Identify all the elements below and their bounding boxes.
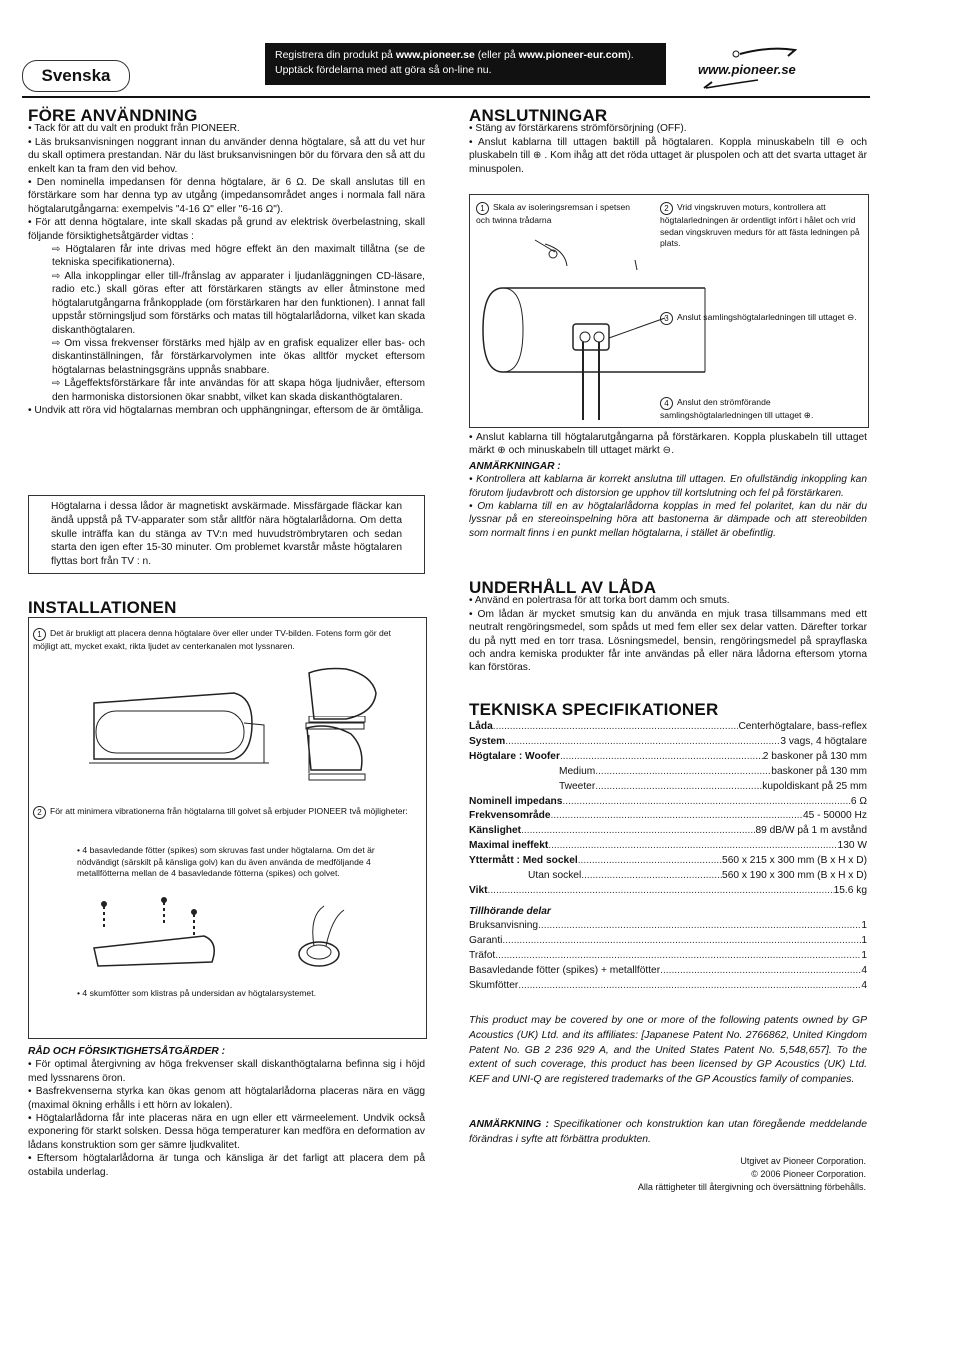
specs-section <box>469 700 867 993</box>
spec-row <box>469 720 867 735</box>
spec-row <box>469 735 867 750</box>
install-title: INSTALLATIONEN <box>28 598 177 617</box>
leader-dots <box>518 979 861 994</box>
accessory-row <box>469 979 867 994</box>
leader-dots <box>521 824 755 839</box>
conn-step4-text: Anslut den strömförande samlingshögtalarledningen till uttaget ⊕. <box>660 397 814 420</box>
register-link-se[interactable]: www.pioneer.se <box>395 49 475 61</box>
spec-row <box>469 884 867 899</box>
conn-step4 <box>660 397 860 422</box>
anmarkning-text: Specifikationer och konstruktion kan utan föregående meddelande förändras i syfte att förbättra produkten. <box>469 1119 867 1145</box>
register-text: Registrera din produkt på <box>275 49 396 61</box>
rad-section <box>28 1045 425 1179</box>
step1-text: Det är brukligt att placera denna högtalare över eller under TV-bilden. Fotens form gör det möjligt att, mycket exakt, rikta ljudet av centerkanalen mot lyssnaren. <box>33 628 391 651</box>
conn-step2-text: Vrid vingskruven moturs, kontrollera att högtalarledningen är ordentligt infört i hålet och vrid sedan vingskruven medurs för att fästa ledningen på plats. <box>660 202 860 249</box>
spec-row <box>469 765 867 780</box>
option1-text: 4 basavledande fötter (spikes) som skruvas fast under högtalarna. Om det är nödvändigt (särskilt på känsliga golv) kan du även använda de medföljande 4 metallfötterna mellan de 4 basavledande fötterna (spikes) och golvet. <box>77 845 375 879</box>
step1-number: 1 <box>33 628 46 641</box>
conn-step1-text: Skala av isoleringsremsan i spetsen och twinna trådarna <box>476 202 631 225</box>
row-value: 45 - 50000 Hz <box>803 810 867 822</box>
leader-dots <box>578 854 722 869</box>
patent-notice: This product may be covered by one or more of the following patents owned by GP Acoustics (UK) Ltd. and its affiliates: [Japanese Patent No. 2766862, United Kingdom Patent No. GB 2 236 929 A, and the United States Patent No. 5,548,657]. To the extent of such coverage, this product has been licensed by GP Acoustics (UK) Ltd. KEF and UNI-Q are registered trademarks of the GP Acoustics family of companies. <box>469 1015 867 1086</box>
ansl-note2: • Om kablarna till en av högtalarlådorna kopplas in med fel polaritet, kan du när du lyssnar på en stereoinspelning höra att bastonerna är dämpade och att stereobilden som normalt finns i en punkt mellan högtalarna, i stället är obefintlig. <box>469 501 867 539</box>
spec-row <box>469 750 867 765</box>
register-text-mid: (eller på <box>474 49 519 61</box>
row-value: 4 <box>861 964 867 976</box>
rad-p4: • Eftersom högtalarlådorna är tunga och känsliga är det farligt att placera dem på ostabila underlag. <box>28 1153 425 1178</box>
row-label: Tweeter <box>559 780 596 792</box>
install-option2: • 4 skumfötter som klistras på undersidan av högtalarsystemet. <box>77 988 316 998</box>
row-label: Utan sockel <box>528 870 582 882</box>
footer-rights: Alla rättigheter till återgivning och översättning förbehålls. <box>637 1182 866 1193</box>
row-value: 89 dB/W på 1 m avstånd <box>755 825 867 837</box>
website-swoosh-icon <box>690 44 810 94</box>
underhall-title: UNDERHÅLL AV LÅDA <box>469 578 657 597</box>
row-value: 1 <box>861 934 867 946</box>
conn-step3-number: 3 <box>660 312 673 325</box>
ansl-section <box>469 106 867 176</box>
rad-p2: • Basfrekvenserna styrka kan ökas genom att högtalarlådorna placeras nära en vägg (maximal ökning erhålls i ett hörn av lokalen). <box>28 1086 425 1111</box>
ansl-title: ANSLUTNINGAR <box>469 106 608 125</box>
row-label: System <box>469 735 506 747</box>
row-value: 1 <box>861 919 867 931</box>
leader-dots <box>538 919 861 934</box>
magnetic-text: Högtalarna i dessa lådor är magnetiskt avskärmade. Missfärgade fläckar kan ändå uppstå på TV-apparater som står alltför nära högtalarlådorna. Om detta skulle inträffa kan du stänga av TV:n med huvudströmbrytaren och sedan starta den igen efter 15-30 minuter. Om problemet kvarstår måste högtalaren flyttas bort från TV : n. <box>51 501 402 568</box>
ansl-note1: • Kontrollera att kablarna är korrekt anslutna till uttagen. En ofullständig inkoppling kan förutom ljudavbrott och distorsion ge upphov till kortslutning och fel på förstärkaren. <box>469 474 867 499</box>
spec-row <box>469 824 867 839</box>
rad-p3: • Högtalarlådorna får inte placeras nära en ugn eller ett värmeelement. Undvik också exponering för starkt solsken. Dessa höga temperaturer kan medföra en deformation av lådans konstruktion som ger sämre ljudkvalitet. <box>28 1113 425 1151</box>
spec-row <box>469 839 867 854</box>
row-label: Nominell impedans <box>469 795 563 807</box>
spec-row <box>469 795 867 810</box>
row-label: Låda <box>469 721 493 732</box>
row-label: Skumfötter <box>469 979 519 991</box>
magnetic-shield-note <box>28 495 425 574</box>
row-value: 130 W <box>837 840 867 852</box>
spec-row <box>469 854 867 869</box>
accessories-title: Tillhörande delar <box>469 905 551 917</box>
connection-diagram-box <box>469 194 869 428</box>
fore-p3: • Den nominella impedansen för denna högtalare, är 6 Ω. De skall anslutas till en förstärkare som har denna typ av utgång (impedansområdet anges i normala fall nära högtalarutgångarna: exempelvis "4-16 Ω" eller "6-16 Ω"). <box>28 177 425 215</box>
row-value: 4 <box>861 979 867 991</box>
footer-copyright: © 2006 Pioneer Corporation. <box>751 1169 866 1180</box>
row-value: 1 <box>861 949 867 961</box>
row-value: 15.6 kg <box>833 884 867 896</box>
registration-line1 <box>275 48 656 63</box>
fore-section <box>28 106 425 417</box>
leader-dots <box>562 795 850 810</box>
leader-dots <box>505 735 780 750</box>
row-label: Garanti <box>469 934 503 946</box>
fore-p6: ⇨ Alla inkopplingar eller till-/frånslag av apparater i ljudanläggningen CD-läsare, radio etc.) skall göras efter att förstärkaren stängts av eller åtminstone med högtalarutgångarna frånkopplade (om förstärkaren har den funktionen). I annat fall uppstår störningsljud som förstärks och matas till högtalarlådorna, vilket kan skada diskanthögtalaren. <box>52 270 425 336</box>
leader-dots <box>488 884 834 899</box>
install-box <box>28 617 427 1039</box>
row-value: 560 x 215 x 300 mm (B x H x D) <box>722 855 867 867</box>
leader-dots <box>660 964 861 979</box>
leader-dots <box>548 839 837 854</box>
speaker-side-view-illustration <box>299 716 389 796</box>
conn-step2-number: 2 <box>660 202 673 215</box>
speaker-terminal-illustration <box>475 230 725 420</box>
row-label: Maximal ineffekt <box>469 840 549 852</box>
ansl-p1: • Stäng av förstärkarens strömförsörjning (OFF). <box>469 123 687 135</box>
row-label: Högtalare : Woofer <box>469 750 560 762</box>
row-value: baskoner på 130 mm <box>771 765 867 777</box>
fore-p9: • Undvik att röra vid högtalarnas membran och upphängningar, eftersom de är ömtåliga. <box>28 404 424 416</box>
rad-p1: • För optimal återgivning av höga frekvenser skall diskanthögtalarna befinna sig i höjd med lyssnarens öron. <box>28 1059 425 1084</box>
specs-title: TEKNISKA SPECIFIKATIONER <box>469 700 719 719</box>
install-option1: • 4 basavledande fötter (spikes) som skruvas fast under högtalarna. Om det är nödvändigt (särskilt på känsliga golv) kan du även använda de medföljande 4 metallfötterna mellan de 4 basavledande fötterna (spikes) och golvet. <box>77 845 375 879</box>
install-step1 <box>33 628 413 653</box>
fore-p4: • För att denna högtalare, inte skall skadas på grund av elektrisk överbelastning, skall följande försiktighetsåtgärder vidtas : <box>28 217 425 242</box>
footer <box>560 1155 866 1195</box>
anmarkning-note <box>469 1118 867 1148</box>
accessory-row <box>469 934 867 949</box>
register-text-end: ). <box>627 49 634 61</box>
leader-dots <box>581 869 722 884</box>
anmarkning-label: ANMÄRKNING : <box>469 1119 549 1130</box>
leader-dots <box>493 720 739 735</box>
rad-title: RÅD OCH FÖRSIKTIGHETSÅTGÄRDER : <box>28 1046 225 1057</box>
row-label: Bruksanvisning <box>469 919 539 931</box>
row-label: Frekvensområde <box>469 810 551 822</box>
footer-publisher: Utgivet av Pioneer Corporation. <box>740 1156 866 1166</box>
row-label: Medium <box>559 765 596 777</box>
website-link[interactable]: www.pioneer.se <box>698 62 796 77</box>
accessory-rows <box>469 919 867 994</box>
spec-rows <box>469 720 867 899</box>
row-value: kupoldiskant på 25 mm <box>762 780 867 792</box>
leader-dots <box>495 949 861 964</box>
leader-dots <box>551 809 803 824</box>
ansl-p2: • Anslut kablarna till uttagen baktill på högtalaren. Koppla minuskabeln till ⊖ och pluskabeln till ⊕ . Kom ihåg att det röda uttaget är pluspolen och att det svarta uttaget är minuspolen. <box>469 136 867 175</box>
leader-dots <box>595 780 762 795</box>
conn-step3 <box>660 312 860 325</box>
spike-feet-illustration <box>84 896 384 991</box>
underhall-p2: • Om lådan är mycket smutsig kan du använda en mjuk trasa tillsammans med ett neutralt rengöringsmedel, som spåds ut med fem eller sex delar vatten. Därefter torkar du på nytt med en torr trasa. Lösningsmedel, bensin, rengöringsmedel på sprayflaska och andra kemiska produkter får inte användas på eller nära lådorna eftersom ytorna kan förstöras. <box>469 608 867 674</box>
register-link-eur[interactable]: www.pioneer-eur.com <box>518 49 628 61</box>
underhall-p1: • Använd en polertrasa för att torka bort damm och smuts. <box>469 595 730 607</box>
row-value: 560 x 190 x 300 mm (B x H x D) <box>722 870 867 882</box>
step2-text: För att minimera vibrationerna från högtalarna till golvet så erbjuder PIONEER två möjligheter: <box>50 806 408 816</box>
fore-p2: • Läs bruksanvisningen noggrant innan du använder denna högtalare, så att du vet hur du skall optimera prestandan. När du läst bruksanvisningen bör du förvara den så att du enkelt kan ta fram den vid behov. <box>28 136 425 175</box>
underhall-section <box>469 578 867 675</box>
conn-step1 <box>476 202 641 227</box>
row-label: Basavledande fötter (spikes) + metallfötter <box>469 964 661 976</box>
conn-step1-number: 1 <box>476 202 489 215</box>
registration-banner <box>265 43 666 85</box>
conn-step4-number: 4 <box>660 397 673 410</box>
spec-row <box>469 780 867 795</box>
accessory-row <box>469 964 867 979</box>
row-label: Yttermått : Med sockel <box>469 855 578 867</box>
row-value: Centerhögtalare, bass-reflex <box>738 721 867 732</box>
leader-dots <box>560 750 763 765</box>
step2-number: 2 <box>33 806 46 819</box>
ansl-p3: • Anslut kablarna till högtalarutgångarna på förstärkaren. Koppla pluskabeln till uttaget märkt ⊕ och minuskabeln till uttaget märkt ⊖. <box>469 432 867 457</box>
fore-p1: • Tack för att du valt en produkt från PIONEER. <box>28 123 240 135</box>
fore-title: FÖRE ANVÄNDNING <box>28 106 198 125</box>
conn-step3-text: Anslut samlingshögtalarledningen till uttaget ⊖. <box>677 312 857 322</box>
row-value: 3 vags, 4 högtalare <box>780 735 867 747</box>
leader-dots <box>595 765 771 780</box>
spec-row <box>469 869 867 884</box>
row-value: 2 baskoner på 130 mm <box>762 750 867 762</box>
row-value: 6 Ω <box>850 795 867 807</box>
fore-p5: ⇨ Högtalaren får inte drivas med högre effekt än den maximalt tillåtna (se de tekniska specifikationerna). <box>52 244 425 269</box>
install-step2 <box>33 806 413 819</box>
header-rule <box>22 96 870 98</box>
spec-row <box>469 809 867 824</box>
row-label: Känslighet <box>469 825 522 837</box>
option2-text: 4 skumfötter som klistras på undersidan av högtalarsystemet. <box>82 988 316 998</box>
ansl-note-title: ANMÄRKNINGAR : <box>469 460 561 472</box>
leader-dots <box>502 934 861 949</box>
accessory-row <box>469 949 867 964</box>
row-label: Träfot <box>469 949 496 961</box>
accessory-row <box>469 919 867 934</box>
fore-p7: ⇨ Om vissa frekvenser förstärks med hjälp av en grafisk equalizer eller bas- och diskantinställningen, får förstärkarvolymen inte ökas alltför mycket eftersom högtalarnas belastningsgräns uppnås snabbare. <box>52 337 425 376</box>
language-badge: Svenska <box>22 60 130 92</box>
row-label: Vikt <box>469 884 488 896</box>
ansl-after <box>469 431 867 540</box>
registration-line2: Upptäck fördelarna med att göra så on-line nu. <box>275 64 492 76</box>
fore-p8: ⇨ Lågeffektsförstärkare får inte användas för att skapa höga ljudnivåer, eftersom den harmoniska distorsionen ökar snabbt, vilket kan skada diskanthögtalaren. <box>52 378 425 403</box>
